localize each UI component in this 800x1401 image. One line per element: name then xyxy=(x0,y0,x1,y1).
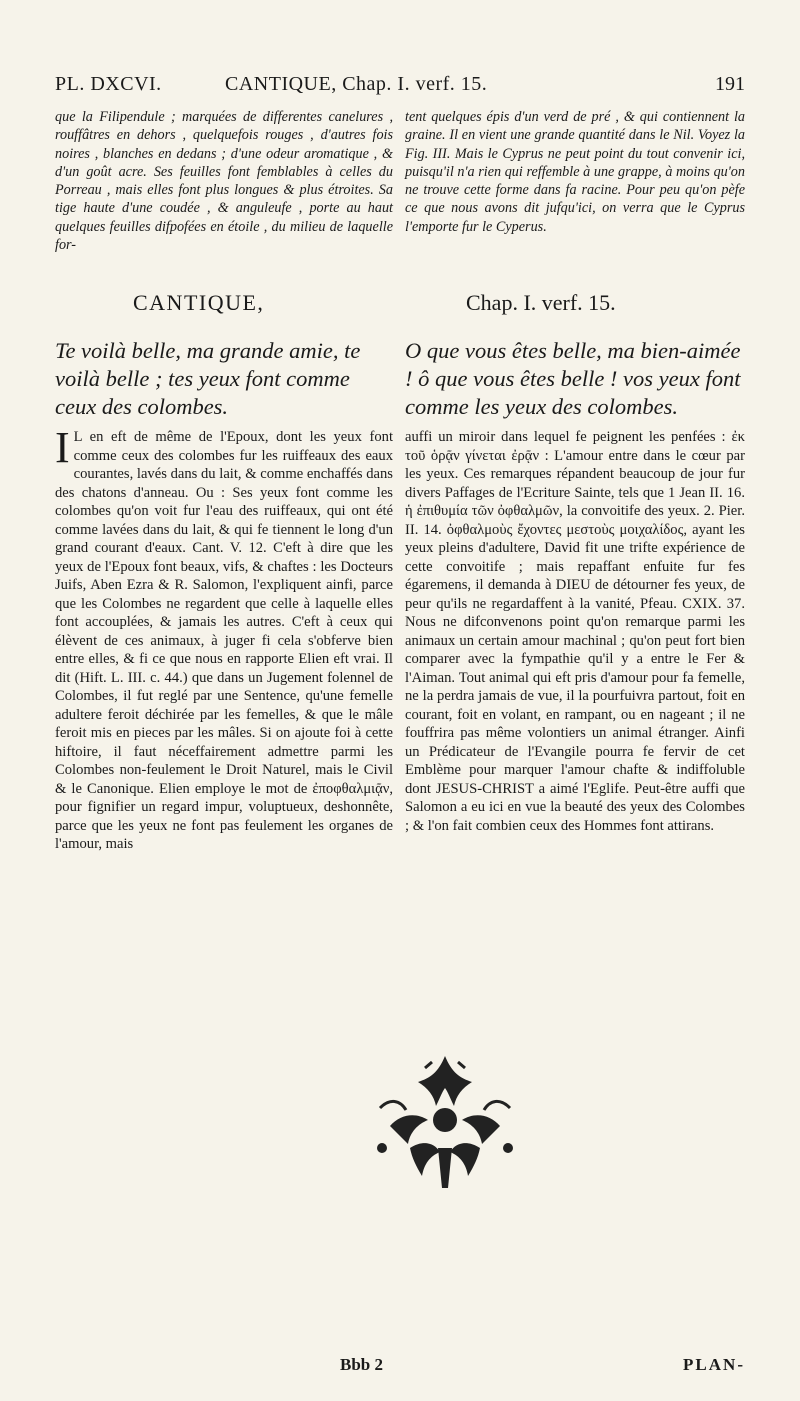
tailpiece-ornament-icon xyxy=(370,1048,520,1198)
verse-right: O que vous êtes belle, ma bien-aimée ! ô que vous êtes belle ! vos yeux font comme les yeux des colombes. xyxy=(405,338,741,419)
catchword: PLAN- xyxy=(683,1355,745,1374)
plate-number: PL. DXCVI. xyxy=(55,73,162,95)
top-left-text: que la Filipendule ; marquées de differentes canelures , rouffâtres en dehors , quelquefois rouges , d'autres fois noires , blanches en dedans ; d'une odeur aromatique , & d'un goût acre. Ses feuilles font femblables à celles du Porreau , mais elles font plus longues & plus étroites. Sa tige haute d'une coudée , & anguleufe , porte au haut quelques feuilles difpofées en étoile , du milieu de laquelle for- xyxy=(55,109,393,254)
top-right-text: tent quelques épis d'un verd de pré , & qui contiennent la graine. Il en vient une grande quantité dans le Nil. Voyez la Fig. III. Mais le Cyprus ne peut point du tout convenir ici, puisqu'il n'a rien qui reffemble à une grappe, à moins qu'on ne trouve cette forme dans fa racine. Pour peu qu'on pèfe ce que nous avons dit jufqu'ici, on verra que le Cyprus l'emporte fur le Cyperus. xyxy=(405,109,745,235)
top-right-paragraph xyxy=(405,108,745,236)
section-book: CANTIQUE, xyxy=(133,290,265,315)
section-reference: Chap. I. verf. 15. xyxy=(466,290,616,315)
top-left-paragraph xyxy=(55,108,393,254)
commentary-right xyxy=(405,428,745,835)
signature-mark: Bbb 2 xyxy=(340,1355,383,1374)
page-number: 191 xyxy=(715,73,745,95)
commentary-left-text: L en eft de même de l'Epoux, dont les yeux font comme ceux des colombes fur les ruiffeaux des eaux courantes, lavés dans du lait, & comme enchaffés dans des chatons d'anneau. Ou : Ses yeux font comme les colombes qu'on voit fur l'eau des ruiffeaux, qui ont été comme lavées dans du lait, & qui fe tiennent le long d'un grand courant d'eaux. Cant. V. 12. C'eft à dire que les yeux de l'Epoux font beaux, vifs, & chaftes : les Docteurs Juifs, Aben Ezra & R. Salomon, l'expliquent ainfi, parce que les Colombes ne regardent que celle à laquelle elles font accouplées, & jamais les autres. C'eft à ceux qui élèvent de ces animaux, à juger fi cela s'obferve bien entre elles, & fi ce que nous en rapporte Elien eft vrai. Il dit (Hift. L. III. c. 44.) que dans un Jugement folennel de Colombes, il fut reglé par une Sentence, qu'une femelle adultere feroit déchirée par les femelles, & que le mâle feroit mis en pieces par les mâles. Si on ajoute foi à cette hiftoire, il faut néceffairement admettre parmi les Colombes non-feulement le Droit Naturel, mais le Civil & le Canonique. Elien employe le mot de ἐποφθαλμιᾷν, pour fignifier un regard impur, voluptueux, deshonnête, parce que les yeux ne font pas feulement les organes de l'amour, mais xyxy=(55,429,393,852)
chapter-reference: CANTIQUE, Chap. I. verf. 15. xyxy=(225,73,488,95)
running-header xyxy=(55,68,745,100)
section-heading xyxy=(55,283,745,323)
drop-cap: I xyxy=(55,423,70,472)
verse-left: Te voilà belle, ma grande amie, te voilà belle ; tes yeux font comme ceux des colombes. xyxy=(55,338,361,419)
commentary-left xyxy=(55,423,393,854)
page-footer xyxy=(340,1353,745,1377)
commentary-right-text: auffi un miroir dans lequel fe peignent les penfées : ἐκ τοῦ ὁρᾷν γίνεται ἐρᾷν : L'amour entre dans le cœur par les yeux. Ces remarques répandent beaucoup de jour fur divers Paffages de l'Ecriture Sainte, tels que 1 Jean II. 16. ἡ ἐπιθυμία τῶν ὀφθαλμῶν, la convoitife des yeux. 2. Pier. II. 14. ὀφθαλμοὺς ἔχοντες μεστοὺς μοιχαλίδος, ayant les yeux pleins d'adultere, David fit une trifte expérience de cette convoitife ; mais repaffant enfuite fur fes égaremens, il demanda à DIEU de détourner fes yeux, de peur qu'ils ne regardaffent à la vanité, Pfeau. CXIX. 37. Nous ne difconvenons point qu'on remarque parmi les animaux un certain amour machinal ; qu'on peut fort bien comparer avec la fympathie qu'il y a entre le Fer & l'Aiman. Tout animal qui eft pris d'amour pour fa femelle, ne la perdra jamais de vue, il la pourfuivra partout, foit en courant, foit en volant, en rampant, ou en nageant ; il ne fouffrira pas même volontiers un animal étranger. Ainfi un Prédicateur de l'Evangile pourra fe fervir de cet Emblème pour marquer l'amour chafte & indiffoluble dont JESUS-CHRIST a aimé l'Eglife. Peut-être auffi que Salomon a eu ici en vue la beauté des yeux des Colombes ; & l'on fait combien ceux des Hommes font attirans. xyxy=(405,429,745,834)
